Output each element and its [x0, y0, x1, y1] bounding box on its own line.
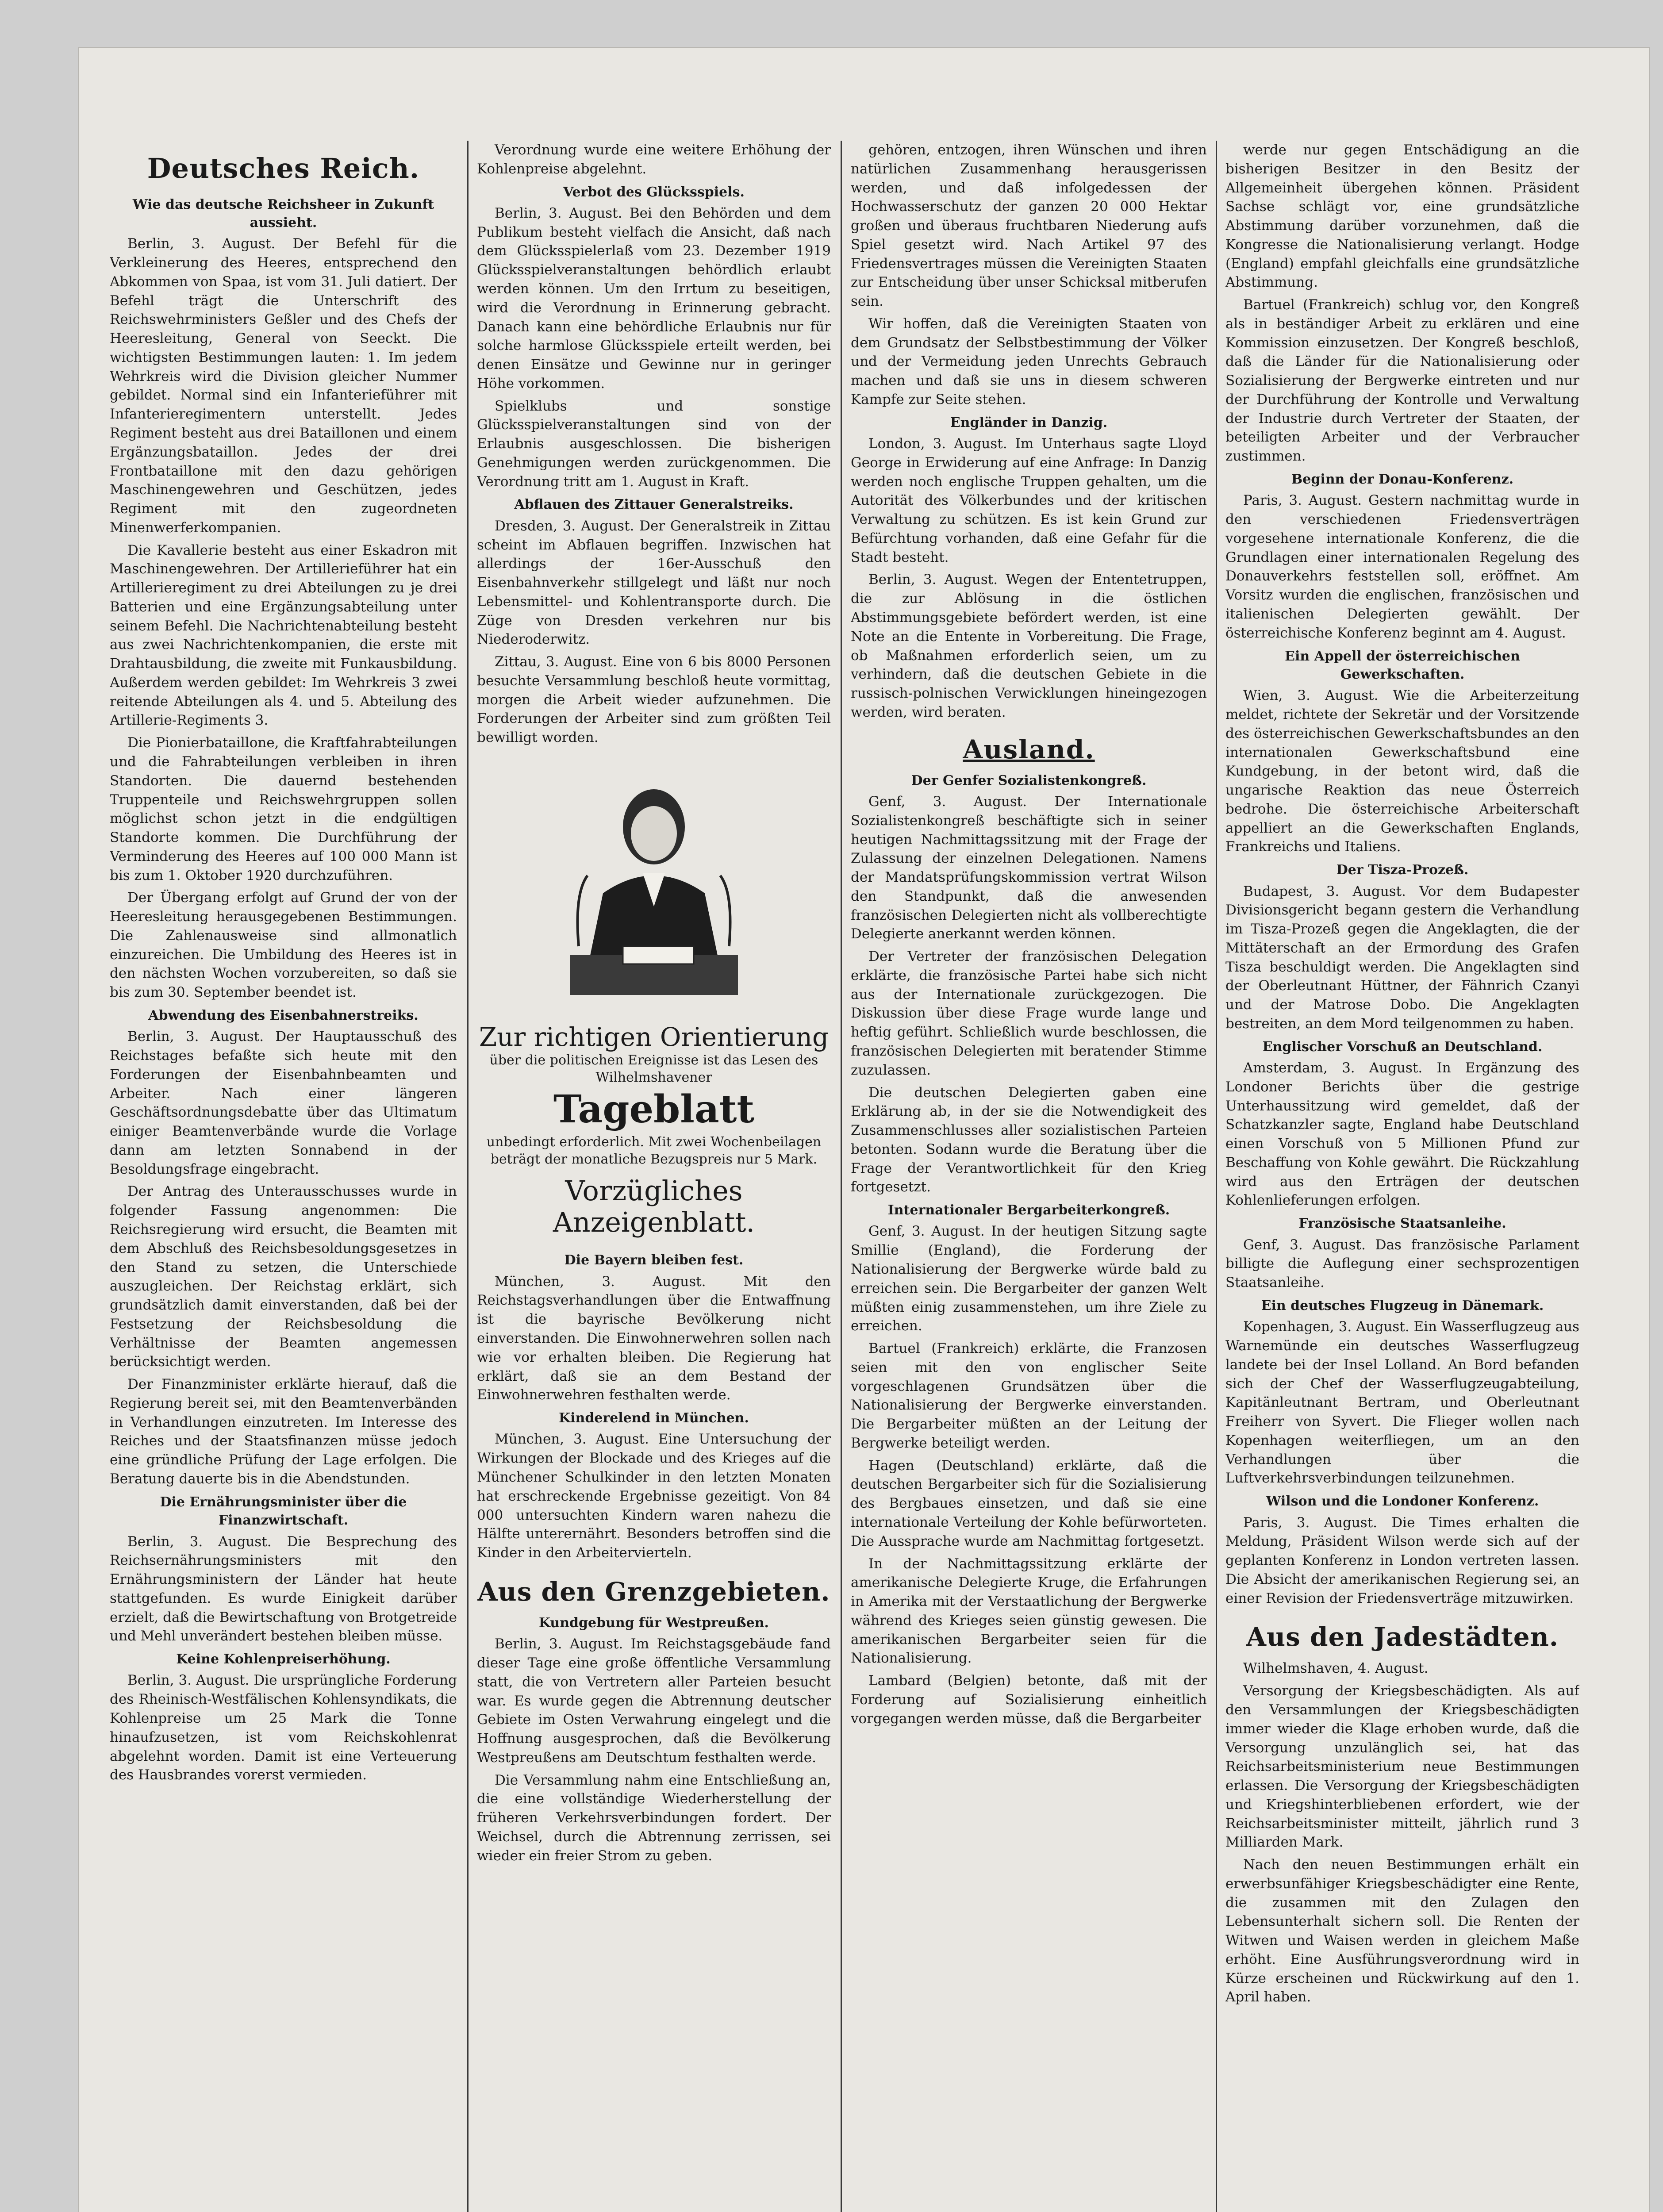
column-4	[1225, 141, 1579, 2212]
article-paragraph: Spielklubs und sonstige Glücksspielveranstaltungen sind von der Erlaubnis ausgeschlossen. Die bisherigen Genehmigungen werden zurückgenommen. Die Verordnung tritt am 1. August in Kraft.	[477, 398, 831, 490]
article-paragraph: Zittau, 3. August. Eine von 6 bis 8000 Personen besuchte Versammlung beschloß heute vormittag, morgen die Arbeit wieder aufzunehmen. Die Forderungen der Arbeiter sind zum größten Teil bewilligt worden.	[477, 654, 831, 746]
reader-illustration	[561, 760, 747, 1008]
ad-text: über die politischen Ereignisse ist das Lesen des Wilhelmshavener	[489, 1052, 818, 1086]
article-paragraph: Paris, 3. August. Die Times erhalten die Meldung, Präsident Wilson werde sich auf der geplanten Konferenz in London vertreten lassen. Die Absicht der amerikanischen Regierung sei, an einer Revision der Friedensverträge mitzuwirken.	[1225, 1514, 1579, 1606]
article-paragraph: Berlin, 3. August. Die Besprechung des Reichsernährungsministers mit den Ernährungsministern der Länder hat heute stattgefunden. Es wurde Einigkeit darüber erzielt, daß die Bewirtschaftung von Brotgetreide und Mehl unverändert bestehen bleiben müsse.	[110, 1533, 457, 1644]
article-heading: Beginn der Donau-Konferenz.	[1291, 472, 1514, 488]
article-paragraph: München, 3. August. Eine Untersuchung der Wirkungen der Blockade und des Krieges auf die Münchener Schulkinder in den letzten Monaten hat erschreckende Ergebnisse gezeitigt. Von 84 000 untersuchten Kindern waren nahezu die Hälfte unterernährt. Besonders betroffen sind die Kinder in den Arbeitervierteln.	[477, 1431, 831, 1561]
article-paragraph: Die Pionierbataillone, die Kraftfahrabteilungen und die Fahrabteilungen verbleiben in ihren Standorten. Die dauernd bestehenden Truppenteile und Reichswehrgruppen sollen möglichst schon jetzt in die endgültigen Standorte kommen. Die Durchführung der Verminderung des Heeres auf 100 000 Mann ist bis zum 1. Oktober 1920 durchzuführen.	[110, 735, 457, 883]
article-paragraph: Berlin, 3. August. Bei den Behörden und dem Publikum besteht vielfach die Ansicht, daß nach dem Glücksspielerlaß vom 23. Dezember 1919 Glücksspielveranstaltungen behördlich erlaubt werden können. Um den Irrtum zu beseitigen, wird die Verordnung in Erinnerung gebracht. Danach kann eine behördliche Erlaubnis nur für solche harmlose Glücksspiele erteilt werden, bei denen Einsätze und Gewinne nur in geringer Höhe vorkommen.	[477, 205, 831, 392]
article-paragraph: Wilhelmshaven, 4. August.	[1243, 1660, 1429, 1677]
article-heading: Die Ernährungsminister über die Finanzwirtschaft.	[160, 1494, 407, 1528]
article-paragraph: gehören, entzogen, ihren Wünschen und ihren natürlichen Zusammenhang herausgerissen werden, und daß infolgedessen der Hochwasserschutz der ganzen 20 000 Hektar großen und überaus fruchtbaren Niederung aufs Spiel gesetzt wird. Nach Artikel 97 des Friedensvertrages müssen die Vereinigten Staaten zur Entscheidung über unser Schicksal mitberufen sein.	[851, 142, 1207, 310]
article-paragraph: Kopenhagen, 3. August. Ein Wasserflugzeug aus Warnemünde ein deutsches Wasserflugzeug landete bei der Insel Lolland. An Bord befanden sich der Chef der Wasserflugzeugabteilung, Kapitänleutnant Bertram, und Oberleutnant Freiherr von Syvert. Die Flieger wollen nach Kopenhagen weiterfliegen, um an den Verhandlungen über die Luftverkehrsverbindungen teilzunehmen.	[1225, 1319, 1579, 1486]
article-paragraph: Paris, 3. August. Gestern nachmittag wurde in den verschiedenen Friedensverträgen vorgesehene internationale Konferenz, die die Grundlagen einer internationalen Regelung des Donauverkehrs feststellen soll, eröffnet. Am Vorsitz wurden die englischen, französischen und italienischen Delegierten gewählt. Der österreichische Konferenz beginnt am 4. August.	[1225, 492, 1579, 641]
article-paragraph: Bartuel (Frankreich) erklärte, die Franzosen seien mit den von englischer Seite vorgeschlagenen Grundsätzen über die Nationalisierung der Bergwerke einverstanden. Die Bergarbeiter müßten an der Leitung der Bergwerke beteiligt werden.	[851, 1340, 1207, 1451]
ad-tagline: Vorzügliches Anzeigenblatt.	[553, 1174, 755, 1239]
article-paragraph: Die Kavallerie besteht aus einer Eskadron mit Maschinengewehren. Der Artillerieführer hat ein Artillerieregiment zu drei Abteilungen zu je drei Batterien und eine Ergänzungsabteilung unter seinem Befehl. Die Nachrichtenabteilung besteht aus zwei Nachrichtenkompanien, die erste mit Drahtausbildung, die zweite mit Funkausbildung. Außerdem werden gebildet: Im Wehrkreis 3 zwei reitende Abteilungen als 4. und 5. Abteilung des Artillerie-Regiments 3.	[110, 542, 457, 729]
column-rule-3	[1216, 141, 1217, 2212]
section-title: Aus den Grenzgebieten.	[477, 1576, 830, 1607]
column-1	[110, 141, 457, 2212]
article-paragraph: Der Übergang erfolgt auf Grund der von der Heeresleitung herausgegebenen Bestimmungen. Die Zahlenausweise sind allmonatlich einzureichen. Die Umbildung des Heeres ist in den nächsten Wochen vorzubereiten, so daß sie bis zum 30. September beendet ist.	[110, 890, 457, 1001]
newspaper-page	[79, 48, 1649, 2212]
article-paragraph: Die deutschen Delegierten gaben eine Erklärung ab, in der sie die Notwendigkeit des Zusammenschlusses aller sozialistischen Parteien betonten. Sodann wurde die Beratung über die Frage der Verantwortlichkeit für den Krieg fortgesetzt.	[851, 1084, 1207, 1195]
column-rule-2	[841, 141, 842, 2212]
article-paragraph: Berlin, 3. August. Der Hauptausschuß des Reichstages befaßte sich heute mit den Forderungen der Eisenbahnbeamten und Arbeiter. Nach einer längeren Geschäftsordnungsdebatte über das Ultimatum einiger Beamtenverbände wurde die Vorlage dann am letzten Sonnabend in der Besoldungsfrage eingebracht.	[110, 1029, 457, 1177]
article-paragraph: Genf, 3. August. In der heutigen Sitzung sagte Smillie (England), die Forderung der Nationalisierung der Bergwerke würde bald zu erreichen sein. Die Bergarbeiter der ganzen Welt müßten einig zusammenstehen, um ihre Ziele zu erreichen.	[851, 1223, 1207, 1334]
article-heading: Die Bayern bleiben fest.	[564, 1252, 744, 1268]
article-heading: Abflauen des Zittauer Generalstreiks.	[514, 497, 794, 513]
section-title: Aus den Jadestädten.	[1246, 1622, 1559, 1652]
article-heading: Verbot des Glücksspiels.	[563, 184, 745, 200]
column-3	[851, 141, 1207, 2212]
article-paragraph: Lambard (Belgien) betonte, daß mit der Forderung auf Sozialisierung einheitlich vorgegangen werden müsse, daß die Bergarbeiter	[851, 1673, 1207, 1727]
advertisement-tageblatt	[477, 760, 831, 1238]
article-heading: Der Tisza-Prozeß.	[1336, 862, 1469, 878]
section-title: Deutsches Reich.	[147, 152, 420, 184]
article-paragraph: Verordnung wurde eine weitere Erhöhung der Kohlenpreise abgelehnt.	[477, 142, 831, 177]
article-heading: Abwendung des Eisenbahnerstreiks.	[148, 1007, 419, 1023]
article-paragraph: Dresden, 3. August. Der Generalstreik in Zittau scheint im Abflauen begriffen. Inzwischen hat allerdings der 16er-Ausschuß den Eisenbahnverkehr stillgelegt und läßt nur noch Lebensmittel- und Kohlentransporte durch. Die Züge von Dresden verkehren nur bis Niederoderwitz.	[477, 518, 831, 648]
article-paragraph: Der Finanzminister erklärte hierauf, daß die Regierung bereit sei, mit den Beamtenverbänden in Verhandlungen einzutreten. Im Interesse des Reiches und der Staatsfinanzen müsse jedoch eine gründliche Prüfung der Lage erfolgen. Die Beratung dauerte bis in die Abendstunden.	[110, 1376, 457, 1487]
article-paragraph: Budapest, 3. August. Vor dem Budapester Divisionsgericht begann gestern die Verhandlung im Tisza-Prozeß gegen die Angeklagten, die der Mittäterschaft an der Ermordung des Grafen Tisza beschuldigt werden. Die Angeklagten sind der Oberleutnant Hüttner, der Fähnrich Czanyi und der Matrose Dobo. Die Angeklagten bestreiten, an dem Mord teilgenommen zu haben.	[1225, 883, 1579, 1032]
article-paragraph: Berlin, 3. August. Die ursprüngliche Forderung des Rheinisch-Westfälischen Kohlensyndikats, die Kohlenpreise um 25 Mark die Tonne hinaufzusetzen, ist vom Reichskohlenrat abgelehnt worden. Damit ist eine Verteuerung des Hausbrandes vorerst vermieden.	[110, 1672, 457, 1783]
article-heading: Engländer in Danzig.	[950, 415, 1108, 430]
column-rule-1	[467, 141, 469, 2212]
article-heading: Ein deutsches Flugzeug in Dänemark.	[1261, 1298, 1544, 1313]
ad-text-2: unbedingt erforderlich. Mit zwei Wochenbeilagen beträgt der monatliche Bezugspreis nur 5 Mark.	[486, 1134, 822, 1167]
article-heading: Englischer Vorschuß an Deutschland.	[1262, 1039, 1543, 1055]
article-heading: Der Genfer Sozialistenkongreß.	[911, 772, 1147, 788]
article-paragraph: Berlin, 3. August. Der Befehl für die Verkleinerung des Heeres, entsprechend den Abkommen von Spaa, ist vom 31. Juli datiert. Der Befehl trägt die Unterschrift des Reichswehrministers Geßler und des Chefs der Heeresleitung, General von Seeckt. Die wichtigsten Bestimmungen lauten: 1. Im jedem Wehrkreis wird die Division gleicher Nummer gebildet. Normal sind ein Infanterieführer mit Infanterieregimentern unterstellt. Jedes Regiment besteht aus drei Bataillonen und einem Ergänzungsbataillon. Jedes der drei Frontbataillone mit den dazu gehörigen Maschinengewehren und Geschützen, jedes Regiment mit den zugeordneten Minenwerferkompanien.	[110, 236, 457, 536]
article-paragraph: Berlin, 3. August. Wegen der Ententetruppen, die zur Ablösung in die östlichen Abstimmungsgebiete befördert werden, ist eine Note an die Entente in Vorbereitung. Die Frage, ob Maßnahmen erforderlich seien, um zu verhindern, daß die deutschen Gebiete in die russisch-polnischen Verwicklungen hineingezogen werden, wird beraten.	[851, 572, 1207, 720]
article-heading: Wie das deutsche Reichsheer in Zukunft aussieht.	[132, 196, 434, 230]
section-title: Ausland.	[963, 734, 1095, 764]
article-paragraph: Genf, 3. August. Der Internationale Sozialistenkongreß beschäftigte sich in seiner heutigen Nachmittagssitzung mit der Frage der Zulassung der einzelnen Delegationen. Namens der Mandatsprüfungskommission vertrat Wilson den Standpunkt, daß die anwesenden französischen Delegierten nicht als vollberechtigte Delegierte anerkannt werden können.	[851, 794, 1207, 942]
article-paragraph: Versorgung der Kriegsbeschädigten. Als auf den Versammlungen der Kriegsbeschädigten immer wieder die Klage erhoben wurde, daß die Versorgung unzulänglich sei, hat das Reichsarbeitsministerium neue Bestimmungen erlassen. Die Versorgung der Kriegsbeschädigten und Kriegshinterbliebenen erfordert, wie der Reichsarbeitsminister mitteilt, jährlich rund 3 Milliarden Mark.	[1225, 1683, 1579, 1851]
article-paragraph: München, 3. August. Mit den Reichstagsverhandlungen über die Entwaffnung ist die bayrische Bevölkerung nicht einverstanden. Die Einwohnerwehren sollen nach wie vor erhalten bleiben. Die Regierung hat erklärt, daß sie an dem Bestand der Einwohnerwehren festhalten werde.	[477, 1273, 831, 1403]
article-paragraph: Genf, 3. August. Das französische Parlament billigte die Auflegung einer sechsprozentigen Staatsanleihe.	[1225, 1237, 1579, 1291]
article-paragraph: In der Nachmittagssitzung erklärte der amerikanische Delegierte Kruge, die Erfahrungen in Amerika mit der Verstaatlichung der Bergwerke während des Krieges seien günstig gewesen. Die amerikanischen Bergarbeiter seien für die Nationalisierung.	[851, 1555, 1207, 1667]
article-paragraph: Der Vertreter der französischen Delegation erklärte, die französische Partei habe sich nicht aus der Internationale zurückgezogen. Die Diskussion über diese Frage wurde lange und heftig geführt. Schließlich wurde beschlossen, die französischen Delegierten mit beratender Stimme zuzulassen.	[851, 949, 1207, 1078]
article-heading: Internationaler Bergarbeiterkongreß.	[887, 1202, 1170, 1218]
article-heading: Ein Appell der österreichischen Gewerkschaften.	[1285, 648, 1520, 682]
article-paragraph: Amsterdam, 3. August. In Ergänzung des Londoner Berichts über die gestrige Unterhaussitzung wird gemeldet, daß der Schatzkanzler sagte, England habe Deutschland einen Vorschuß von 5 Millionen Pfund zur Beschaffung von Kohle gewährt. Die Rückzahlung wird aus den Erträgen der deutschen Kohlenlieferungen erfolgen.	[1225, 1060, 1579, 1209]
article-heading: Keine Kohlenpreiserhöhung.	[176, 1651, 391, 1667]
article-paragraph: Hagen (Deutschland) erklärte, daß die deutschen Bergarbeiter sich für die Sozialisierung des Bergbaues einsetzen, und daß sie eine internationale Verteilung der Kohle befürworteten. Die Aussprache wurde am Nachmittag fortgesetzt.	[851, 1457, 1207, 1549]
article-heading: Kundgebung für Westpreußen.	[539, 1615, 769, 1631]
article-paragraph: Der Antrag des Unterausschusses wurde in folgender Fassung angenommen: Die Reichsregierung wird ersucht, die Beamten mit dem Abschluß des Reichsbesoldungsgesetzes in den Stand zu setzen, die Unterschiede auszugleichen. Der Reichstag erklärt, sich grundsätzlich damit einverstanden, daß bei der Festsetzung der Reichsbesoldung die Verhältnisse der Beamten angemessen berücksichtigt werden.	[110, 1183, 457, 1370]
column-2	[477, 141, 831, 2212]
ad-headline: Zur richtigen Orientierung	[479, 1022, 829, 1052]
article-heading: Kinderelend in München.	[559, 1410, 749, 1426]
article-paragraph: Bartuel (Frankreich) schlug vor, den Kongreß als in beständiger Arbeit zu erklären und eine Kommission einzusetzen. Der Kongreß beschloß, daß die Länder für die Nationalisierung oder Sozialisierung der Bergwerke eintreten und nur der Durchführung der Kontrolle und Verwaltung der Industrie durch Vertreter der Staaten, der beteiligten Arbeiter und der Verbraucher zustimmen.	[1225, 297, 1579, 465]
article-paragraph: Die Versammlung nahm eine Entschließung an, die eine vollständige Wiederherstellung der früheren Verkehrsverbindungen fordert. Der Weichsel, durch die Abtrennung zerrissen, sei wieder ein freier Strom zu geben.	[477, 1772, 831, 1864]
article-paragraph: Wien, 3. August. Wie die Arbeiterzeitung meldet, richtete der Sekretär und der Vorsitzende des österreichischen Gewerkschaftsbundes an den internationalen Gewerkschaftsbund eine Kundgebung, in der betont wird, daß die ungarische Reaktion das neue Österreich bedrohe. Die österreichische Arbeiterschaft appelliert an die Gewerkschaften Englands, Frankreichs und Italiens.	[1225, 687, 1579, 855]
article-paragraph: Berlin, 3. August. Im Reichstagsgebäude fand dieser Tage eine große öffentliche Versammlung statt, die von Vertretern aller Parteien besucht war. Es wurde gegen die Abtrennung deutscher Gebiete im Osten Verwahrung eingelegt und die Hoffnung ausgesprochen, daß die Bevölkerung Westpreußens am Deutschtum festhalten werde.	[477, 1636, 831, 1766]
ad-title: Tageblatt	[553, 1087, 755, 1132]
article-paragraph: Nach den neuen Bestimmungen erhält ein erwerbsunfähiger Kriegsbeschädigter eine Rente, die zusammen mit den Zulagen den Lebensunterhalt sichern soll. Die Renten der Witwen und Waisen werden in gleichem Maße erhöht. Eine Ausführungsverordnung wird in Kürze erscheinen und Rückwirkung auf den 1. April haben.	[1225, 1857, 1579, 2005]
article-heading: Französische Staatsanleihe.	[1298, 1216, 1506, 1232]
article-paragraph: werde nur gegen Entschädigung an die bisherigen Besitzer in den Besitz der Allgemeinheit übergehen können. Präsident Sachse schlägt vor, eine grundsätzliche Abstimmung darüber vorzunehmen, daß die Kongresse die Nationalisierung verlangt. Hodge (England) empfahl gleichfalls eine grundsätzliche Abstimmung.	[1225, 142, 1579, 291]
article-paragraph: London, 3. August. Im Unterhaus sagte Lloyd George in Erwiderung auf eine Anfrage: In Danzig werden noch englische Truppen gehalten, um die Autorität des Völkerbundes und der kritischen Verwaltung zu schützen. Es ist kein Grund zur Befürchtung vorhanden, daß eine Gefahr für die Stadt besteht.	[851, 436, 1207, 565]
article-heading: Wilson und die Londoner Konferenz.	[1266, 1494, 1539, 1509]
article-paragraph: Wir hoffen, daß die Vereinigten Staaten von dem Grundsatz der Selbstbestimmung der Völker und der Vermeidung jeden Unrechts Gebrauch machen und daß sie uns in diesem schweren Kampfe zur Seite stehen.	[851, 315, 1207, 407]
